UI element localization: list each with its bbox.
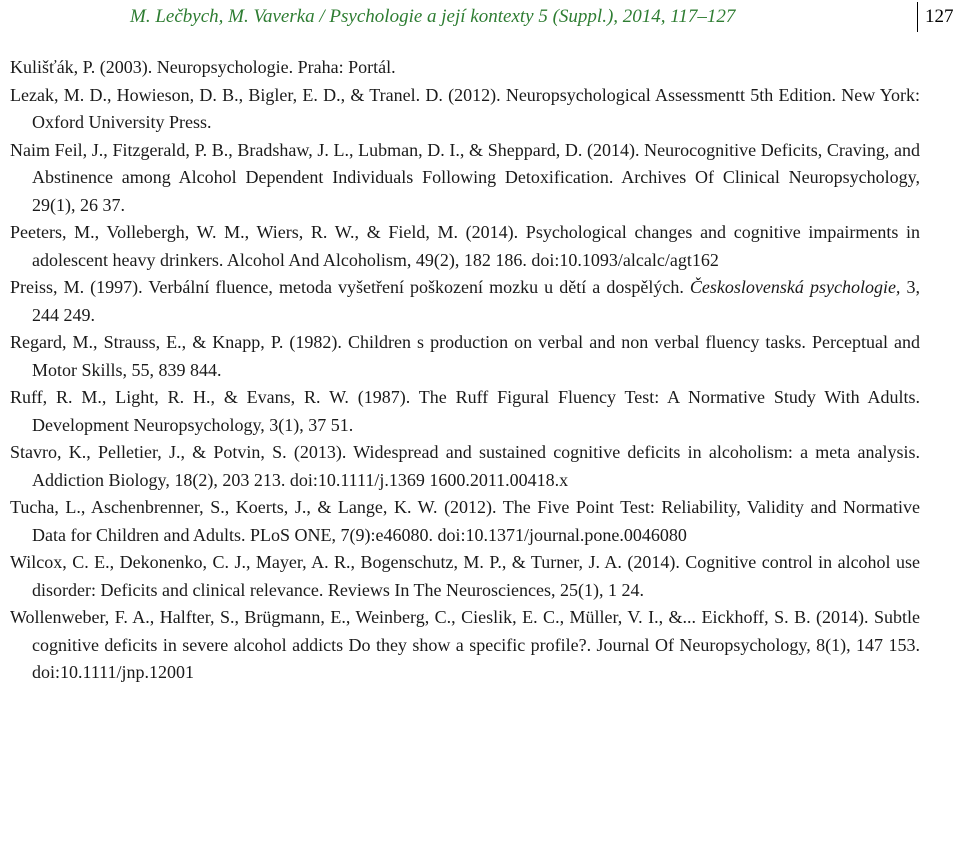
reference-entry: Tucha, L., Aschenbrenner, S., Koerts, J., & Lange, K. W. (2012). The Five Point Test: Reliability, Validity and Normative Data for Children and Adults. PLoS ONE, 7(9):e46080. doi:10.1371/journal.pone.0046080 bbox=[10, 497, 920, 545]
reference-entry: Wilcox, C. E., Dekonenko, C. J., Mayer, A. R., Bogenschutz, M. P., & Turner, J. A. (2014). Cognitive control in alcohol use disorder: Deficits and clinical relevance. Reviews In The Neurosciences, 25(1), 1 24. bbox=[10, 552, 920, 600]
reference-text: 3, 244 249. bbox=[32, 277, 921, 325]
reference-list bbox=[10, 54, 920, 687]
reference-entry: Ruff, R. M., Light, R. H., & Evans, R. W. (1987). The Ruff Figural Fluency Test: A Normative Study With Adults. Development Neuropsychology, 3(1), 37 51. bbox=[10, 387, 920, 435]
reference-entry: Regard, M., Strauss, E., & Knapp, P. (1982). Children s production on verbal and non verbal fluency tasks. Perceptual and Motor Skills, 55, 839 844. bbox=[10, 332, 920, 380]
running-title: M. Lečbych, M. Vaverka / Psychologie a její kontexty 5 (Suppl.), 2014, 117–127 bbox=[130, 6, 736, 27]
reference-entry bbox=[10, 274, 920, 329]
reference-entry: Lezak, M. D., Howieson, D. B., Bigler, E. D., & Tranel. D. (2012). Neuropsychological Assessmentt 5th Edition. New York: Oxford University Press. bbox=[10, 84, 920, 132]
reference-entry: Peeters, M., Vollebergh, W. M., Wiers, R. W., & Field, M. (2014). Psychological changes and cognitive impairments in adolescent heavy drinkers. Alcohol And Alcoholism, 49(2), 182 186. doi:10.1093/alcalc/agt162 bbox=[10, 222, 920, 270]
header-divider bbox=[917, 2, 918, 32]
reference-entry: Wollenweber, F. A., Halfter, S., Brügmann, E., Weinberg, C., Cieslik, E. C., Müller, V. I., &... Eickhoff, S. B. (2014). Subtle cognitive deficits in severe alcohol addicts Do they show a specific profile?. Journal Of Neuropsychology, 8(1), 147 153. doi:10.1111/jnp.12001 bbox=[10, 607, 920, 682]
page-number: 127 bbox=[925, 6, 954, 27]
reference-entry: Kulišťák, P. (2003). Neuropsychologie. Praha: Portál. bbox=[10, 57, 396, 77]
journal-title: Československá psychologie, bbox=[689, 277, 901, 297]
reference-text: Preiss, M. (1997). Verbální fluence, metoda vyšetření poškození mozku u dětí a dospělých. bbox=[10, 277, 690, 297]
reference-entry: Naim Feil, J., Fitzgerald, P. B., Bradshaw, J. L., Lubman, D. I., & Sheppard, D. (2014). Neurocognitive Deficits, Craving, and Abstinence among Alcohol Dependent Individuals Following Detoxification. Archives Of Clinical Neuropsychology, 29(1), 26 37. bbox=[10, 139, 920, 215]
reference-entry: Stavro, K., Pelletier, J., & Potvin, S. (2013). Widespread and sustained cognitive deficits in alcoholism: a meta analysis. Addiction Biology, 18(2), 203 213. doi:10.1111/j.1369 1600.2011.00418.x bbox=[10, 442, 920, 490]
page-header bbox=[0, 0, 960, 40]
